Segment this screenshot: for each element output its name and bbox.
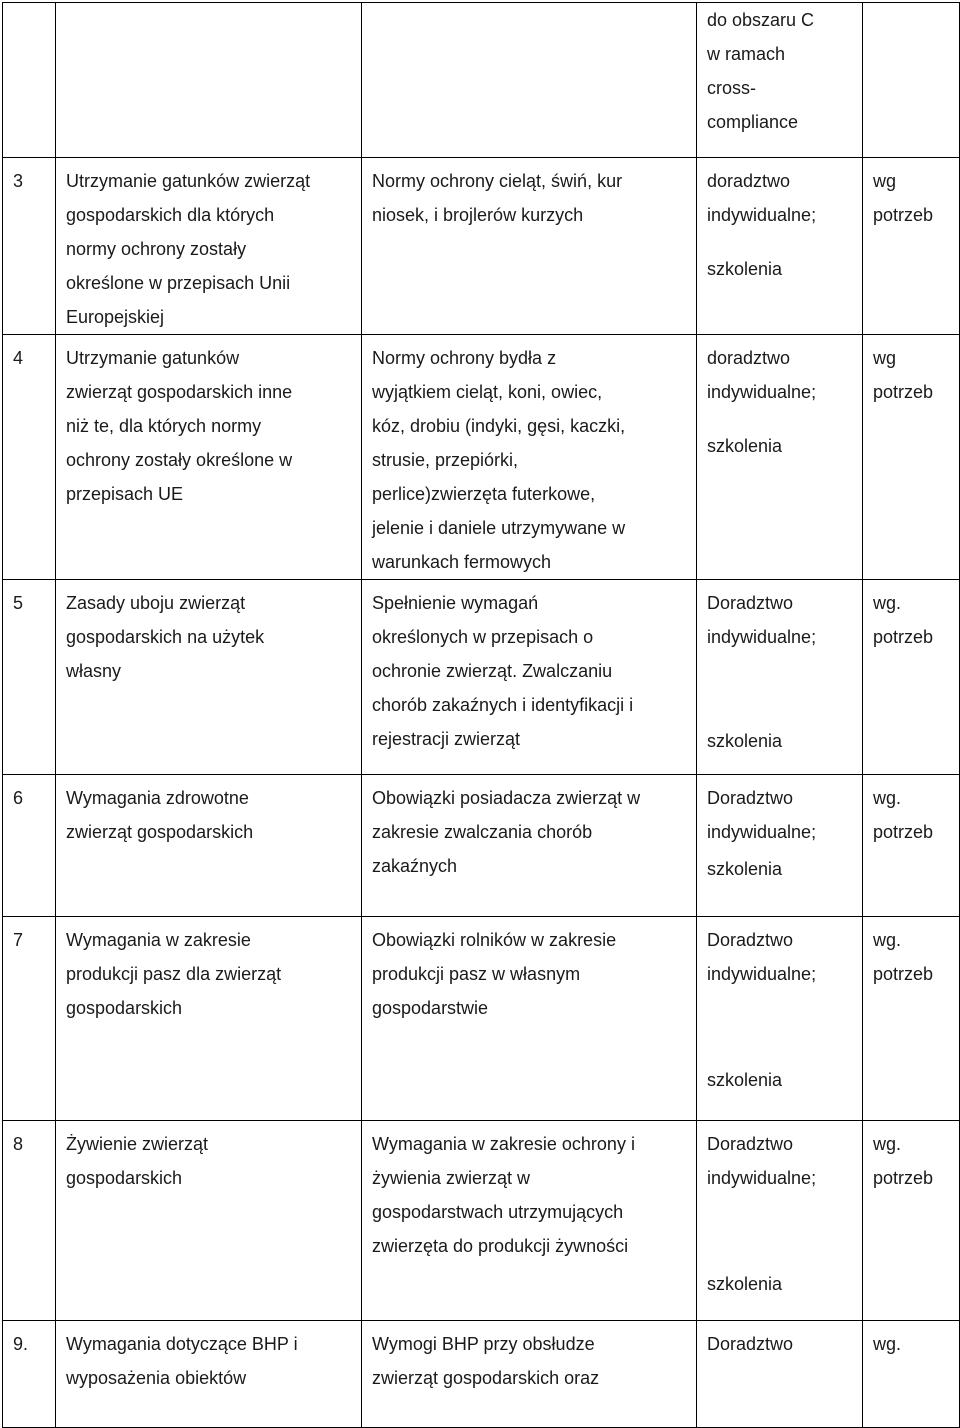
text-line: Normy ochrony cieląt, świń, kur [372,171,623,191]
text-line: szkolenia [707,259,783,279]
text-line: Wymogi BHP przy obsłudze [372,1334,595,1354]
text-line: zakresie zwalczania chorób [372,822,593,842]
table-row [3,1121,960,1321]
text-line: produkcji pasz dla zwierząt [66,964,282,984]
text-line: potrzeb [873,627,934,647]
text-line: jelenie i daniele utrzymywane w [372,518,626,538]
text-line: szkolenia [707,1070,783,1090]
text-line: szkolenia [707,859,783,879]
text-line: wg. [873,1134,902,1154]
text-line: niosek, i brojlerów kurzych [372,205,584,225]
text-line: strusie, przepiórki, [372,450,519,470]
text-line: ochrony zostały określone w [66,450,293,470]
cell-when [863,3,960,158]
text-line: wg [873,348,897,368]
text-line: Spełnienie wymagań [372,593,539,613]
row-topic [56,580,362,775]
text-line: wg. [873,1334,902,1354]
text-line: warunkach fermowych [372,552,552,572]
row-scope [362,1321,697,1428]
text-line: zakaźnych [372,856,458,876]
text-line: Utrzymanie gatunków [66,348,240,368]
text-line: gospodarskich [66,998,183,1018]
row-when [863,335,960,580]
text-line: compliance [707,112,799,132]
text-line: potrzeb [873,822,934,842]
text-line: perlice)zwierzęta futerkowe, [372,484,596,504]
text-line: gospodarskich dla których [66,205,275,225]
text-line: Zasady uboju zwierząt [66,593,246,613]
row-form [697,775,863,917]
table-row-header [3,3,960,158]
text-line: gospodarskich na użytek [66,627,265,647]
text-line: własny [66,661,122,681]
row-scope [362,775,697,917]
text-line: określonych w przepisach o [372,627,594,647]
text-line: Obowiązki posiadacza zwierząt w [372,788,641,808]
row-topic [56,1121,362,1321]
row-scope [362,158,697,335]
row-topic [56,1321,362,1428]
table-row [3,158,960,335]
row-scope [362,917,697,1121]
text-line: szkolenia [707,731,783,751]
text-line: żywienia zwierząt w [372,1168,531,1188]
table-row [3,335,960,580]
text-line: ochronie zwierząt. Zwalczaniu [372,661,613,681]
row-form [697,917,863,1121]
row-number: 6 [3,775,56,917]
row-topic [56,335,362,580]
text-line: normy ochrony zostały [66,239,247,259]
text-line: indywidualne; [707,382,817,402]
table-row [3,580,960,775]
text-line: wg [873,171,897,191]
row-form [697,1321,863,1428]
row-number: 8 [3,1121,56,1321]
text-line: Normy ochrony bydła z [372,348,557,368]
text-line: chorób zakaźnych i identyfikacji i [372,695,634,715]
text-line: Wymagania dotyczące BHP i [66,1334,298,1354]
row-topic [56,917,362,1121]
text-line: do obszaru C [707,10,815,30]
row-topic [56,158,362,335]
text-line: wg. [873,593,902,613]
row-form [697,1121,863,1321]
row-scope [362,1121,697,1321]
text-line: zwierząt gospodarskich [66,822,254,842]
text-line: przepisach UE [66,484,184,504]
row-when [863,1121,960,1321]
text-line: indywidualne; [707,964,817,984]
table-row [3,917,960,1121]
text-line: rejestracji zwierząt [372,729,521,749]
text-line: produkcji pasz w własnym [372,964,581,984]
text-line: Żywienie zwierząt [66,1134,209,1154]
row-when [863,1321,960,1428]
text-line: zwierzęta do produkcji żywności [372,1236,629,1256]
text-line: określone w przepisach Unii [66,273,291,293]
text-line: wg. [873,930,902,950]
row-form [697,580,863,775]
row-scope [362,335,697,580]
text-line: indywidualne; [707,205,817,225]
row-number: 3 [3,158,56,335]
text-line: indywidualne; [707,822,817,842]
text-line: Doradztwo [707,1334,794,1354]
row-scope [362,580,697,775]
text-line: wg. [873,788,902,808]
text-line: cross- [707,78,756,98]
text-line: Wymagania w zakresie [66,930,251,950]
row-number: 4 [3,335,56,580]
text-line: wyposażenia obiektów [66,1368,247,1388]
text-line: szkolenia [707,436,783,456]
text-line: Obowiązki rolników w zakresie [372,930,617,950]
text-line: niż te, dla których normy [66,416,262,436]
text-line: Doradztwo [707,788,794,808]
text-line: gospodarskich [66,1168,183,1188]
cell-topic [56,3,362,158]
text-line: doradztwo [707,348,791,368]
row-when [863,775,960,917]
row-form [697,158,863,335]
cell-scope [362,3,697,158]
text-line: Doradztwo [707,593,794,613]
row-when [863,917,960,1121]
text-line: gospodarstwie [372,998,489,1018]
row-form [697,335,863,580]
table-row [3,775,960,917]
text-line: Utrzymanie gatunków zwierząt [66,171,311,191]
training-topics-table [2,2,960,1428]
text-line: indywidualne; [707,1168,817,1188]
cell-form [697,3,863,158]
cell-number [3,3,56,158]
text-line: Wymagania w zakresie ochrony i [372,1134,635,1154]
table-row [3,1321,960,1428]
row-number: 9. [3,1321,56,1428]
text-line: Doradztwo [707,1134,794,1154]
row-number: 5 [3,580,56,775]
text-line: Europejskiej [66,307,165,327]
row-when [863,158,960,335]
text-line: potrzeb [873,964,934,984]
text-line: w ramach [707,44,786,64]
text-line: doradztwo [707,171,791,191]
text-line: wyjątkiem cieląt, koni, owiec, [372,382,603,402]
row-number: 7 [3,917,56,1121]
text-line: zwierząt gospodarskich oraz [372,1368,600,1388]
text-line: szkolenia [707,1274,783,1294]
text-line: potrzeb [873,205,934,225]
text-line: potrzeb [873,382,934,402]
text-line: kóz, drobiu (indyki, gęsi, kaczki, [372,416,626,436]
text-line: potrzeb [873,1168,934,1188]
text-line: zwierząt gospodarskich inne [66,382,293,402]
row-when [863,580,960,775]
text-line: gospodarstwach utrzymujących [372,1202,624,1222]
text-line: indywidualne; [707,627,817,647]
text-line: Wymagania zdrowotne [66,788,249,808]
row-topic [56,775,362,917]
text-line: Doradztwo [707,930,794,950]
